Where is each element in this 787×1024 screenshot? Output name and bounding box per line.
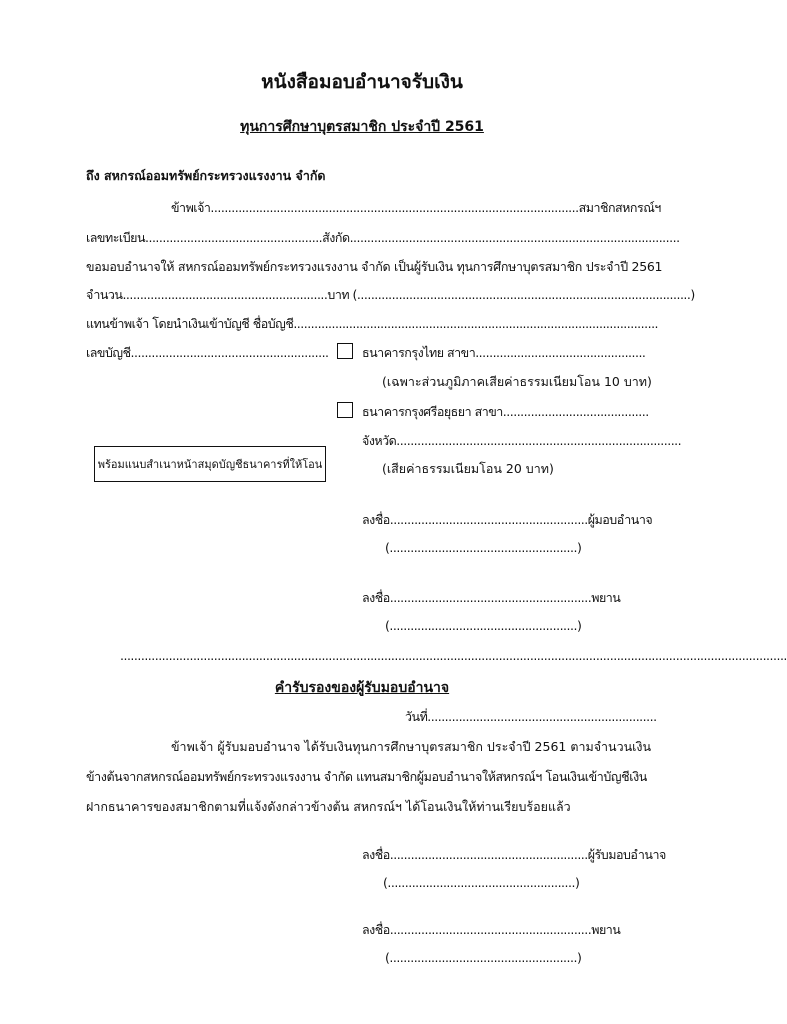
province-field[interactable]: จังหวัด.................................................................................. xyxy=(362,433,682,448)
grantor-name-field[interactable]: (......................................................) xyxy=(385,540,582,555)
attachment-note: พร้อมแนบสำเนาหน้าสมุดบัญชีธนาคารที่ให้โอน xyxy=(97,458,323,471)
addressee: ถึง สหกรณ์ออมทรัพย์กระทรวงแรงงาน จำกัด xyxy=(86,168,326,183)
certification-paragraph-line-2: ข้างต้นจากสหกรณ์ออมทรัพย์กระทรวงแรงงาน จำกัด แทนสมาชิกผู้มอบอำนาจให้สหกรณ์ฯ โอนเงินเข้าบัญชีเงิน xyxy=(86,769,647,784)
cert-witness-name-field[interactable]: (......................................................) xyxy=(385,950,582,965)
separator-dotted-line: ................................................................................................................................................................................................ xyxy=(120,648,787,663)
certification-paragraph-line-3: ฝากธนาคารของสมาชิกตามที่แจ้งดังกล่าวข้างต้น สหกรณ์ฯ ได้โอนเงินให้ท่านเรียบร้อยแล้ว xyxy=(86,799,571,814)
krungthai-branch-field[interactable]: ธนาคารกรุงไทย สาขา................................................. xyxy=(362,345,646,360)
account-number-field[interactable]: เลขบัญชี......................................................... xyxy=(86,345,329,360)
document-subtitle: ทุนการศึกษาบุตรสมาชิก ประจำปี 2561 xyxy=(240,119,484,135)
krungsri-fee-note: (เสียค่าธรรมเนียมโอน 20 บาท) xyxy=(382,461,554,476)
recipient-signature-field[interactable]: ลงชื่อ.........................................................ผู้รับมอบอำนาจ xyxy=(362,847,666,862)
witness-signature-field[interactable]: ลงชื่อ..........................................................พยาน xyxy=(362,590,621,605)
krungsri-branch-field[interactable]: ธนาคารกรุงศรีอยุธยา สาขา.......................................... xyxy=(362,404,649,419)
grant-statement: ขอมอบอำนาจให้ สหกรณ์ออมทรัพย์กระทรวงแรงงาน จำกัด เป็นผู้รับเงิน ทุนการศึกษาบุตรสมาชิก ประจำปี 2561 xyxy=(86,259,663,274)
krungthai-checkbox[interactable] xyxy=(337,343,353,359)
krungsri-checkbox[interactable] xyxy=(337,402,353,418)
registration-field[interactable]: เลขทะเบียน...................................................สังกัด............................................................................................... xyxy=(86,230,680,245)
cert-witness-signature-field[interactable]: ลงชื่อ..........................................................พยาน xyxy=(362,922,621,937)
certification-date-field[interactable]: วันที่.................................................................. xyxy=(405,709,657,724)
krungthai-fee-note: (เฉพาะส่วนภูมิภาคเสียค่าธรรมเนียมโอน 10 บาท) xyxy=(382,374,652,389)
amount-field[interactable]: จำนวน...........................................................บาท (................................................................................................) xyxy=(86,287,695,302)
grantor-signature-field[interactable]: ลงชื่อ.........................................................ผู้มอบอำนาจ xyxy=(362,512,653,527)
certification-title: คำรับรองของผู้รับมอบอำนาจ xyxy=(274,680,450,696)
attachment-note-box xyxy=(94,446,326,482)
certification-paragraph-line-1: ข้าพเจ้า ผู้รับมอบอำนาจ ได้รับเงินทุนการศึกษาบุตรสมาชิก ประจำปี 2561 ตามจำนวนเงิน xyxy=(171,739,652,754)
recipient-name-field[interactable]: (......................................................) xyxy=(383,875,580,890)
witness-name-field[interactable]: (......................................................) xyxy=(385,618,582,633)
document-title: หนังสือมอบอำนาจรับเงิน xyxy=(261,71,463,93)
member-name-field[interactable]: ข้าพเจ้า..........................................................................................................สมาชิกสหกรณ์ฯ xyxy=(171,200,661,215)
account-name-field[interactable]: แทนข้าพเจ้า โดยนำเงินเข้าบัญชี ชื่อบัญชี......................................................................................................... xyxy=(86,316,659,331)
